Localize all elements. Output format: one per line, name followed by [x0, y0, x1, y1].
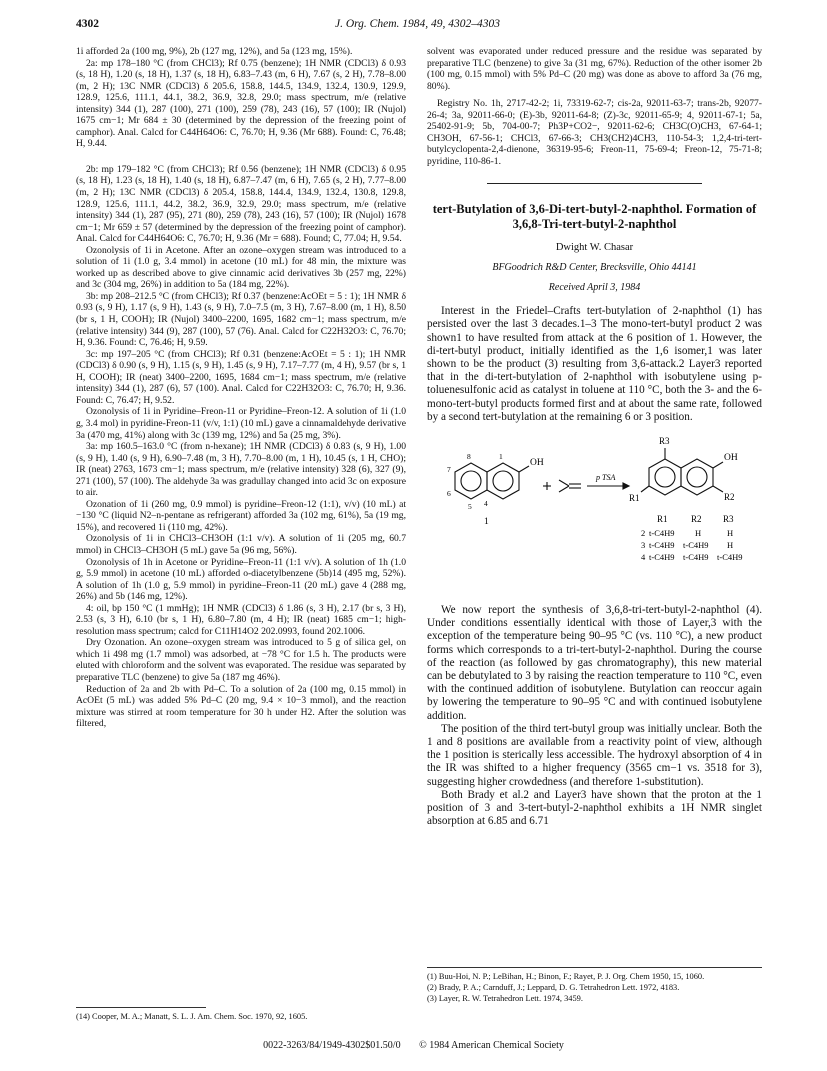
paragraph: Interest in the Friedel–Crafts tert-butylation of 2-naphthol (1) has persisted over the last 3 decades.1–3 The mono-tert-butyl product 2 was shown1 to have resulted from attack at the 6 position of 1. However, the di-tert-butyl product, initially identified as the 1,6 isomer,1 was later shown to be the product (3) resulting from 3,6-attack.2 Layer3 reported that in the di-tert-butylation of 2-naphthol with isobutylene using p-toluenesulfonic acid as catalyst in toluene at 110 °C, both the 3- and the 6-mono-tert-butyl products formed first and at about the same rate, followed by a second tert-butylation at the remaining 6 or 3 position.	[427, 305, 762, 423]
page-header	[76, 18, 759, 34]
table-cell: H	[727, 539, 734, 550]
page-footer	[0, 1040, 827, 1051]
table-cell: t-C4H9	[717, 551, 743, 562]
paragraph: Reduction of 2a and 2b with Pd–C. To a solution of 2a (100 mg, 0.15 mmol) in AcOEt (5 mL) was added 5% Pd–C (20 mg, 9.4 × 10−3 mmol), and the reaction mixture was stirred at room temperature for 30 h under H2. After the solution was filtered,	[76, 683, 406, 730]
journal-citation: J. Org. Chem. 1984, 49, 4302–4303	[334, 18, 501, 30]
paragraph: Both Brady et al.2 and Layer3 have shown that the proton at the 1 position of 3 and 3-tert-butyl-2-naphthol exhibits a 1H NMR singlet absorption at 6.85 and 6.71	[427, 788, 762, 828]
paragraph: Dry Ozonation. An ozone–oxygen stream was introduced to 5 g of silica gel, on which 1i 498 mg (1.7 mmol) was adsorbed, at −78 °C for 1.5 h. The products were eluted with chloroform and the solvent was evaporated. The residue was separated by preparative TLC (benzene) to give 5a (187 mg 46%).	[76, 637, 406, 683]
hydroxyl-label: OH	[530, 457, 544, 468]
article-divider	[487, 183, 702, 184]
affiliation: BFGoodrich R&D Center, Brecksville, Ohio 44141	[492, 262, 697, 274]
received-date: Received April 3, 1984	[548, 281, 641, 293]
paragraph: 1i afforded 2a (100 mg, 9%), 2b (127 mg, 12%), and 5a (123 mg, 15%).	[76, 46, 353, 57]
naphthol-structure-1	[455, 463, 529, 499]
table-cell: H	[727, 527, 734, 538]
table-cell: t-C4H9	[683, 551, 709, 562]
isobutylene-structure	[559, 480, 581, 492]
paragraph: 2a: mp 178–180 °C (from CHCl3); Rf 0.75 (benzene); 1H NMR (CDCl3) δ 0.93 (s, 18 H), 1.20 (s, 18 H), 1.37 (s, 18 H), 6.83–7.43 (m, 6 H), 7.67 (s, 2 H), 7.78–8.00 (m, 2 H); 13C NMR (CDCl3) δ 205.6, 158.8, 144.5, 134.9, 132.4, 130.9, 129.9, 128.9, 125.6, 111.1, 44.1, 38.2, 36.9, 32.8, 29.0; mass spectrum, m/e (relative intensity) 344 (1), 287 (100), 271 (100), 259 (78), 243 (16), 57 (100); IR (Nujol) 1675 cm−1; Mr 684 ± 30 (determined by the depression of the freezing point of camphor). Anal. Calcd for C44H64O6: C, 76.70; H, 9.36 (Mr 688). Found: C, 76.48; H, 9.44.	[76, 57, 406, 150]
reaction-scheme	[427, 428, 762, 598]
page-number: 4302	[76, 18, 99, 30]
table-header: R2	[691, 513, 702, 524]
left-footnotes	[76, 1003, 406, 1023]
substituent-label: R2	[724, 491, 735, 502]
footnote: (2) Brady, P. A.; Carnduff, J.; Leppard, D. G. Tetrahedron Lett. 1972, 4183.	[427, 983, 680, 992]
naphthol-structure-products	[641, 448, 723, 495]
table-cell: 4	[641, 551, 646, 562]
table-header: R3	[723, 513, 734, 524]
paragraph: solvent was evaporated under reduced pressure and the residue was separated by preparative TLC (benzene) to give 3a (31 mg, 67%). Reduction of the other isomer 2b (100 mg, 0.15 mmol) with 5% Pd–C (20 mg) was done as above to afford 3a (76 mg, 80%).	[427, 46, 762, 92]
hydroxyl-label: OH	[724, 452, 738, 463]
paragraph: Ozonolysis of 1i in CHCl3–CH3OH (1:1 v/v). A solution of 1i (205 mg, 60.7 mmol) in CHCl3–CH3OH (5 mL) gave 5a (96 mg, 56%).	[76, 533, 406, 556]
table-cell: 2	[641, 527, 646, 538]
position-label: 8	[467, 451, 471, 461]
paragraph: 2b: mp 179–182 °C (from CHCl3); Rf 0.56 (benzene); 1H NMR (CDCl3) δ 0.95 (s, 18 H), 1.23 (s, 18 H), 1.40 (s, 18 H), 6.87–7.47 (m, 6 H), 7.65 (s, 2 H), 7.77–8.00 (m, 2 H); 13C NMR (CDCl3) δ 205.4, 158.8, 144.4, 134.9, 132.4, 130.8, 129.8, 128.9, 125.6, 111.1, 44.2, 38.2, 36.9, 32.9, 29.0; mass spectrum, m/e (relative intensity) 344 (1), 287 (95), 271 (80), 259 (78), 243 (16), 57 (100); IR (Nujol) 1678 cm−1; Mr 659 ± 57 (determined by the depression of the freezing point of camphor). Anal. Calcd for C44H64O6: C, 76.70; H, 9.36 (Mr = 688). Found; C, 77.04; H, 9.54.	[76, 163, 406, 245]
compound-number: 1	[484, 516, 489, 527]
table-header: R1	[657, 513, 668, 524]
paragraph: 3b: mp 208–212.5 °C (from CHCl3); Rf 0.37 (benzene:AcOEt = 5 : 1); 1H NMR δ 0.93 (s, 9 H), 1.17 (s, 9 H), 1.43 (s, 9 H), 7.0–7.5 (m, 3 H), 7.67–8.00 (m, 1 H), 8.50 (br s, 1 H, COOH); IR (Nujol) 3400–2200, 1695, 1682 cm−1; mass spectrum, m/e (relative intensity) 344 (9), 287 (100), 57 (76). Anal. Calcd for C22H32O3: C, 76.70; H, 9.36. Found: C, 76.46; H, 9.59.	[76, 290, 406, 349]
paragraph: Ozonolysis of 1i in Acetone. After an ozone–oxygen stream was introduced to a solution of 1i (1.0 g, 3.4 mmol) in acetone (10 mL) for 48 min, the mixture was worked up as described above to give cinnamic acid derivatives 3b (257 mg, 22%) and 3c (304 mg, 26%) in addition to 5a (184 mg, 22%).	[76, 244, 406, 291]
article-code: 0022-3263/84/1949-4302$01.50/0	[263, 1040, 401, 1051]
table-cell: t-C4H9	[649, 539, 675, 550]
paragraph: 3c: mp 197–205 °C (from CHCl3); Rf 0.31 (benzene:AcOEt = 5 : 1); 1H NMR (CDCl3) δ 0.90 (s, 9 H), 1.15 (s, 9 H), 1.45 (s, 9 H), 7.17–7.77 (m, 4 H), 9.57 (br s, 1 H, COOH); IR (neat) 3400–2200, 1695, 1684 cm−1; mass spectrum, m/e (relative intensity) 344 (1), 287 (6), 57 (100). Anal. Calcd for C22H32O3: C, 76.70; H, 9.36. Found: C, 76.47; H, 9.52.	[76, 348, 406, 406]
table-cell: H	[695, 527, 702, 538]
paragraph: 4: oil, bp 150 °C (1 mmHg); 1H NMR (CDCl3) δ 1.86 (s, 3 H), 2.17 (br s, 3 H), 2.53 (s, 3 H), 6.10 (br s, 1 H), 6.80–7.80 (m, 4 H); IR (neat) 1685 cm−1; high-resolution mass spectrum; calcd for C11H14O2 202.0993, found 202.1006.	[76, 602, 406, 637]
substituent-label: R3	[659, 435, 670, 446]
position-label: 1	[499, 451, 503, 461]
reaction-arrow	[587, 483, 629, 489]
article-title: tert-Butylation of 3,6-Di-tert-butyl-2-naphthol. Formation of 3,6,8-Tri-tert-butyl-2-naphthol	[432, 202, 757, 232]
table-cell: t-C4H9	[649, 551, 675, 562]
position-label: 4	[484, 498, 488, 508]
table-cell: t-C4H9	[649, 527, 675, 538]
reagent-label: p TSA	[596, 472, 616, 482]
copyright: © 1984 American Chemical Society	[419, 1040, 564, 1051]
paragraph: The position of the third tert-butyl group was initially unclear. Both the 1 and 8 positions are available from a reactivity point of view, although the 1 position is sterically less accessible. The hydroxyl absorption of 4 in the IR was shifted to a higher frequency (3565 cm−1 vs. 3518 for 3), suggesting higher crowdedness (and therefore 1-substitution).	[427, 722, 762, 788]
position-label: 5	[468, 501, 472, 511]
position-label: 7	[447, 464, 451, 474]
reaction-scheme-drawing	[427, 428, 762, 598]
paragraph: Ozonation of 1i (260 mg, 0.9 mmol) is pyridine–Freon-12 (1:1), v/v) (10 mL) at −130 °C (liquid N2–n-pentane as refrigerant) afforded 3a (102 mg, 61%), 5a (19 mg, 15%), and recovered 1i (110 mg, 42%).	[76, 498, 406, 533]
author: Dwight W. Chasar	[555, 242, 634, 254]
table-cell: 3	[641, 539, 646, 550]
footnote: (1) Buu-Hoi, N. P.; LeBihan, H.; Binon, F.; Rayet, P. J. Org. Chem 1950, 15, 1060.	[427, 972, 705, 981]
paragraph: 3a: mp 160.5–163.0 °C (from n-hexane); 1H NMR (CDCl3) δ 0.83 (s, 9 H), 1.00 (s, 9 H), 1.40 (s, 9 H), 6.90–7.48 (m, 3 H), 7.70–8.00 (m, 1 H), 10.45 (s, 1 H, CHO); IR (neat) 2763, 1673 cm−1; mass spectrum, m/e (relative intensity) 328 (6), 327 (9), 271 (100), 57 (100). The aldehyde 3a was gradullay changed into acid 3c on exposure to air.	[76, 441, 406, 499]
table-cell: t-C4H9	[683, 539, 709, 550]
substituent-label: R1	[629, 492, 640, 503]
plus-sign	[543, 482, 551, 490]
right-footnotes	[427, 963, 762, 1005]
paragraph: We now report the synthesis of 3,6,8-tri-tert-butyl-2-naphthol (4). Under conditions essentially identical with those of Layer,3 with the exception of the temperature being 90–95 °C (vs. 110 °C), a new product forms which corresponds to a tri-tert-butyl-2-naphthol. During the course of the reaction (as followed by gas chromatography), this new material can be debutylated to 3 by raising the reaction temperature to 110 °C, even with the continued addition of isobutylene. Butylation can reoccur again by lowering the temperature to 90–95 °C and with continued isobutylene addition.	[427, 603, 762, 722]
footnote: (3) Layer, R. W. Tetrahedron Lett. 1974, 3459.	[427, 994, 583, 1003]
paragraph: Ozonolysis of 1i in Pyridine–Freon-11 or Pyridine–Freon-12. A solution of 1i (1.0 g, 3.4 mol) in pyridine-Freon-11 (v/v, 1:1) (10 mL) gave a cinnamaldehyde derivative 3a (470 mg, 41%) along with 3c (139 mg, 12%) and 5a (25 mg, 3%).	[76, 406, 406, 441]
position-label: 6	[447, 488, 451, 498]
right-column	[427, 46, 762, 828]
paragraph: Ozonolysis of 1h in Acetone or Pyridine–Freon-11 (1:1 v/v). A solution of 1h (1.0 g, 5.9 mmol) in acetone (10 mL) afforded o-diacetylbenzene (5b)14 (495 mg, 52%). A solution of 1h (1.0 g, 5.9 mmol) in pyridine–Freon-11 (20 mL) gave 4 (288 mg, 26%) and 5b (146 mg, 12%).	[76, 556, 406, 603]
registry-numbers: Registry No. 1h, 2717-42-2; 1i, 73319-62-7; cis-2a, 92011-63-7; trans-2b, 92077-26-4; 3a, 92011-66-0; (E)-3b, 92011-64-8; (Z)-3c, 92011-65-9; 4, 92011-67-1; 5a, 25402-91-9; 5b, 704-00-7; Ph3P+CO2−, 92011-62-6; CH3C(O)CH3, 67-64-1; CH3OH, 67-56-1; CHCl3, 67-66-3; CH3(CH2)4CH3, 110-54-3; 1,2,4-tri-tert-butylcyclopenta-2,4-dienone, 36319-95-6; Freon-11, 75-69-4; Freon-12, 75-71-8; pyridine, 110-86-1.	[427, 98, 762, 167]
left-column	[76, 46, 406, 730]
footnote: (14) Cooper, M. A.; Manatt, S. L. J. Am. Chem. Soc. 1970, 92, 1605.	[76, 1012, 308, 1021]
